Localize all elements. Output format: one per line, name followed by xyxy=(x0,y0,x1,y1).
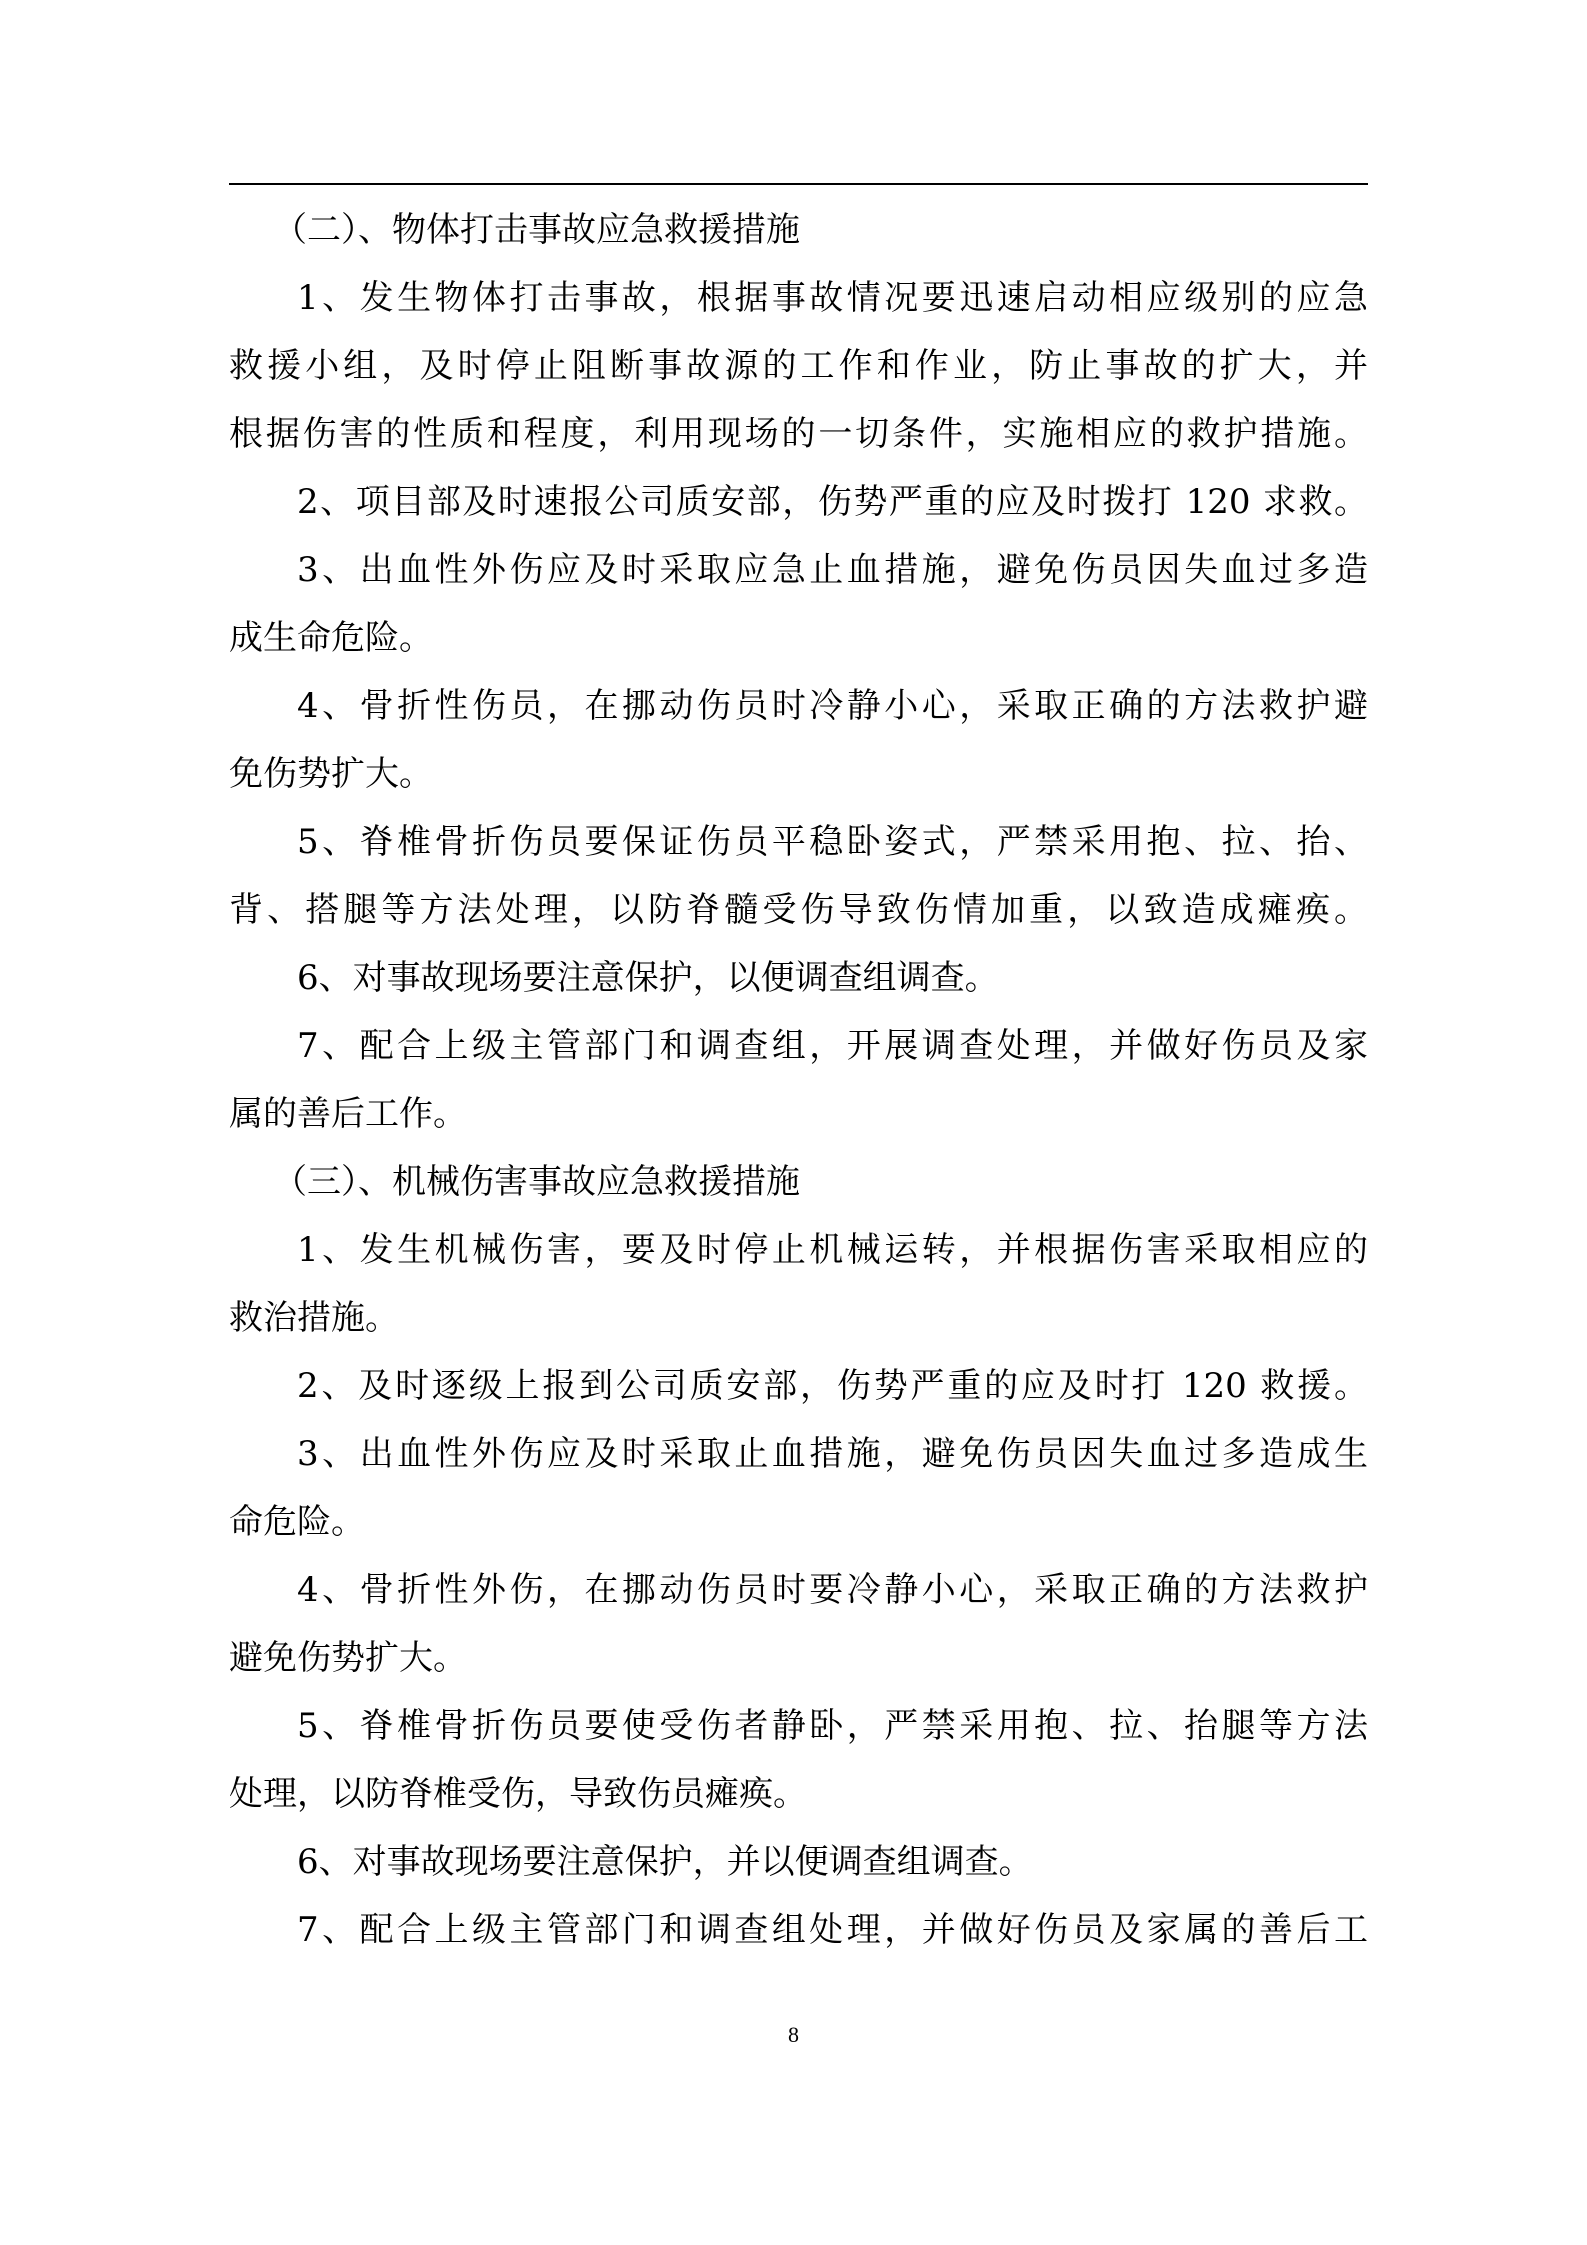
paragraph-line: 处理，以防脊椎受伤，导致伤员瘫痪。 xyxy=(229,1774,807,1814)
paragraph-line: 背、搭腿等方法处理，以防脊髓受伤导致伤情加重，以致造成瘫痪。 xyxy=(229,890,1368,930)
paragraph-line: 1、发生机械伤害，要及时停止机械运转，并根据伤害采取相应的 xyxy=(297,1230,1368,1270)
paragraph-line: 避免伤势扩大。 xyxy=(229,1638,467,1678)
section-heading: （二）、物体打击事故应急救援措施 xyxy=(273,210,800,250)
paragraph-line: 7、配合上级主管部门和调查组处理，并做好伤员及家属的善后工 xyxy=(297,1910,1368,1950)
paragraph-line: 2、项目部及时速报公司质安部，伤势严重的应及时拨打 120 求救。 xyxy=(297,482,1368,522)
paragraph-line: 1、发生物体打击事故，根据事故情况要迅速启动相应级别的应急 xyxy=(297,278,1368,318)
header-rule xyxy=(229,183,1368,185)
paragraph-line: 4、骨折性伤员，在挪动伤员时冷静小心，采取正确的方法救护避 xyxy=(297,686,1368,726)
paragraph-line: 成生命危险。 xyxy=(229,618,433,658)
paragraph-line: 免伤势扩大。 xyxy=(229,754,433,794)
paragraph-line: 2、及时逐级上报到公司质安部，伤势严重的应及时打 120 救援。 xyxy=(297,1366,1368,1406)
paragraph-line: 4、骨折性外伤，在挪动伤员时要冷静小心，采取正确的方法救护 xyxy=(297,1570,1368,1610)
paragraph-line: 5、脊椎骨折伤员要保证伤员平稳卧姿式，严禁采用抱、拉、抬、 xyxy=(297,822,1368,862)
section-heading: （三）、机械伤害事故应急救援措施 xyxy=(273,1162,800,1202)
paragraph-line: 属的善后工作。 xyxy=(229,1094,467,1134)
paragraph-line: 5、脊椎骨折伤员要使受伤者静卧，严禁采用抱、拉、抬腿等方法 xyxy=(297,1706,1368,1746)
paragraph-line: 6、对事故现场要注意保护，以便调查组调查。 xyxy=(297,958,999,998)
paragraph-line: 根据伤害的性质和程度，利用现场的一切条件，实施相应的救护措施。 xyxy=(229,414,1368,454)
document-body xyxy=(229,196,1368,1964)
paragraph-line: 救治措施。 xyxy=(229,1298,399,1338)
paragraph-line: 3、出血性外伤应及时采取止血措施，避免伤员因失血过多造成生 xyxy=(297,1434,1368,1474)
paragraph-line: 6、对事故现场要注意保护，并以便调查组调查。 xyxy=(297,1842,1033,1882)
paragraph-line: 救援小组，及时停止阻断事故源的工作和作业，防止事故的扩大，并 xyxy=(229,346,1368,386)
paragraph-line: 3、出血性外伤应及时采取应急止血措施，避免伤员因失血过多造 xyxy=(297,550,1368,590)
paragraph-line: 命危险。 xyxy=(229,1502,365,1542)
page-number: 8 xyxy=(788,2022,799,2047)
paragraph-line: 7、配合上级主管部门和调查组，开展调查处理，并做好伤员及家 xyxy=(297,1026,1368,1066)
